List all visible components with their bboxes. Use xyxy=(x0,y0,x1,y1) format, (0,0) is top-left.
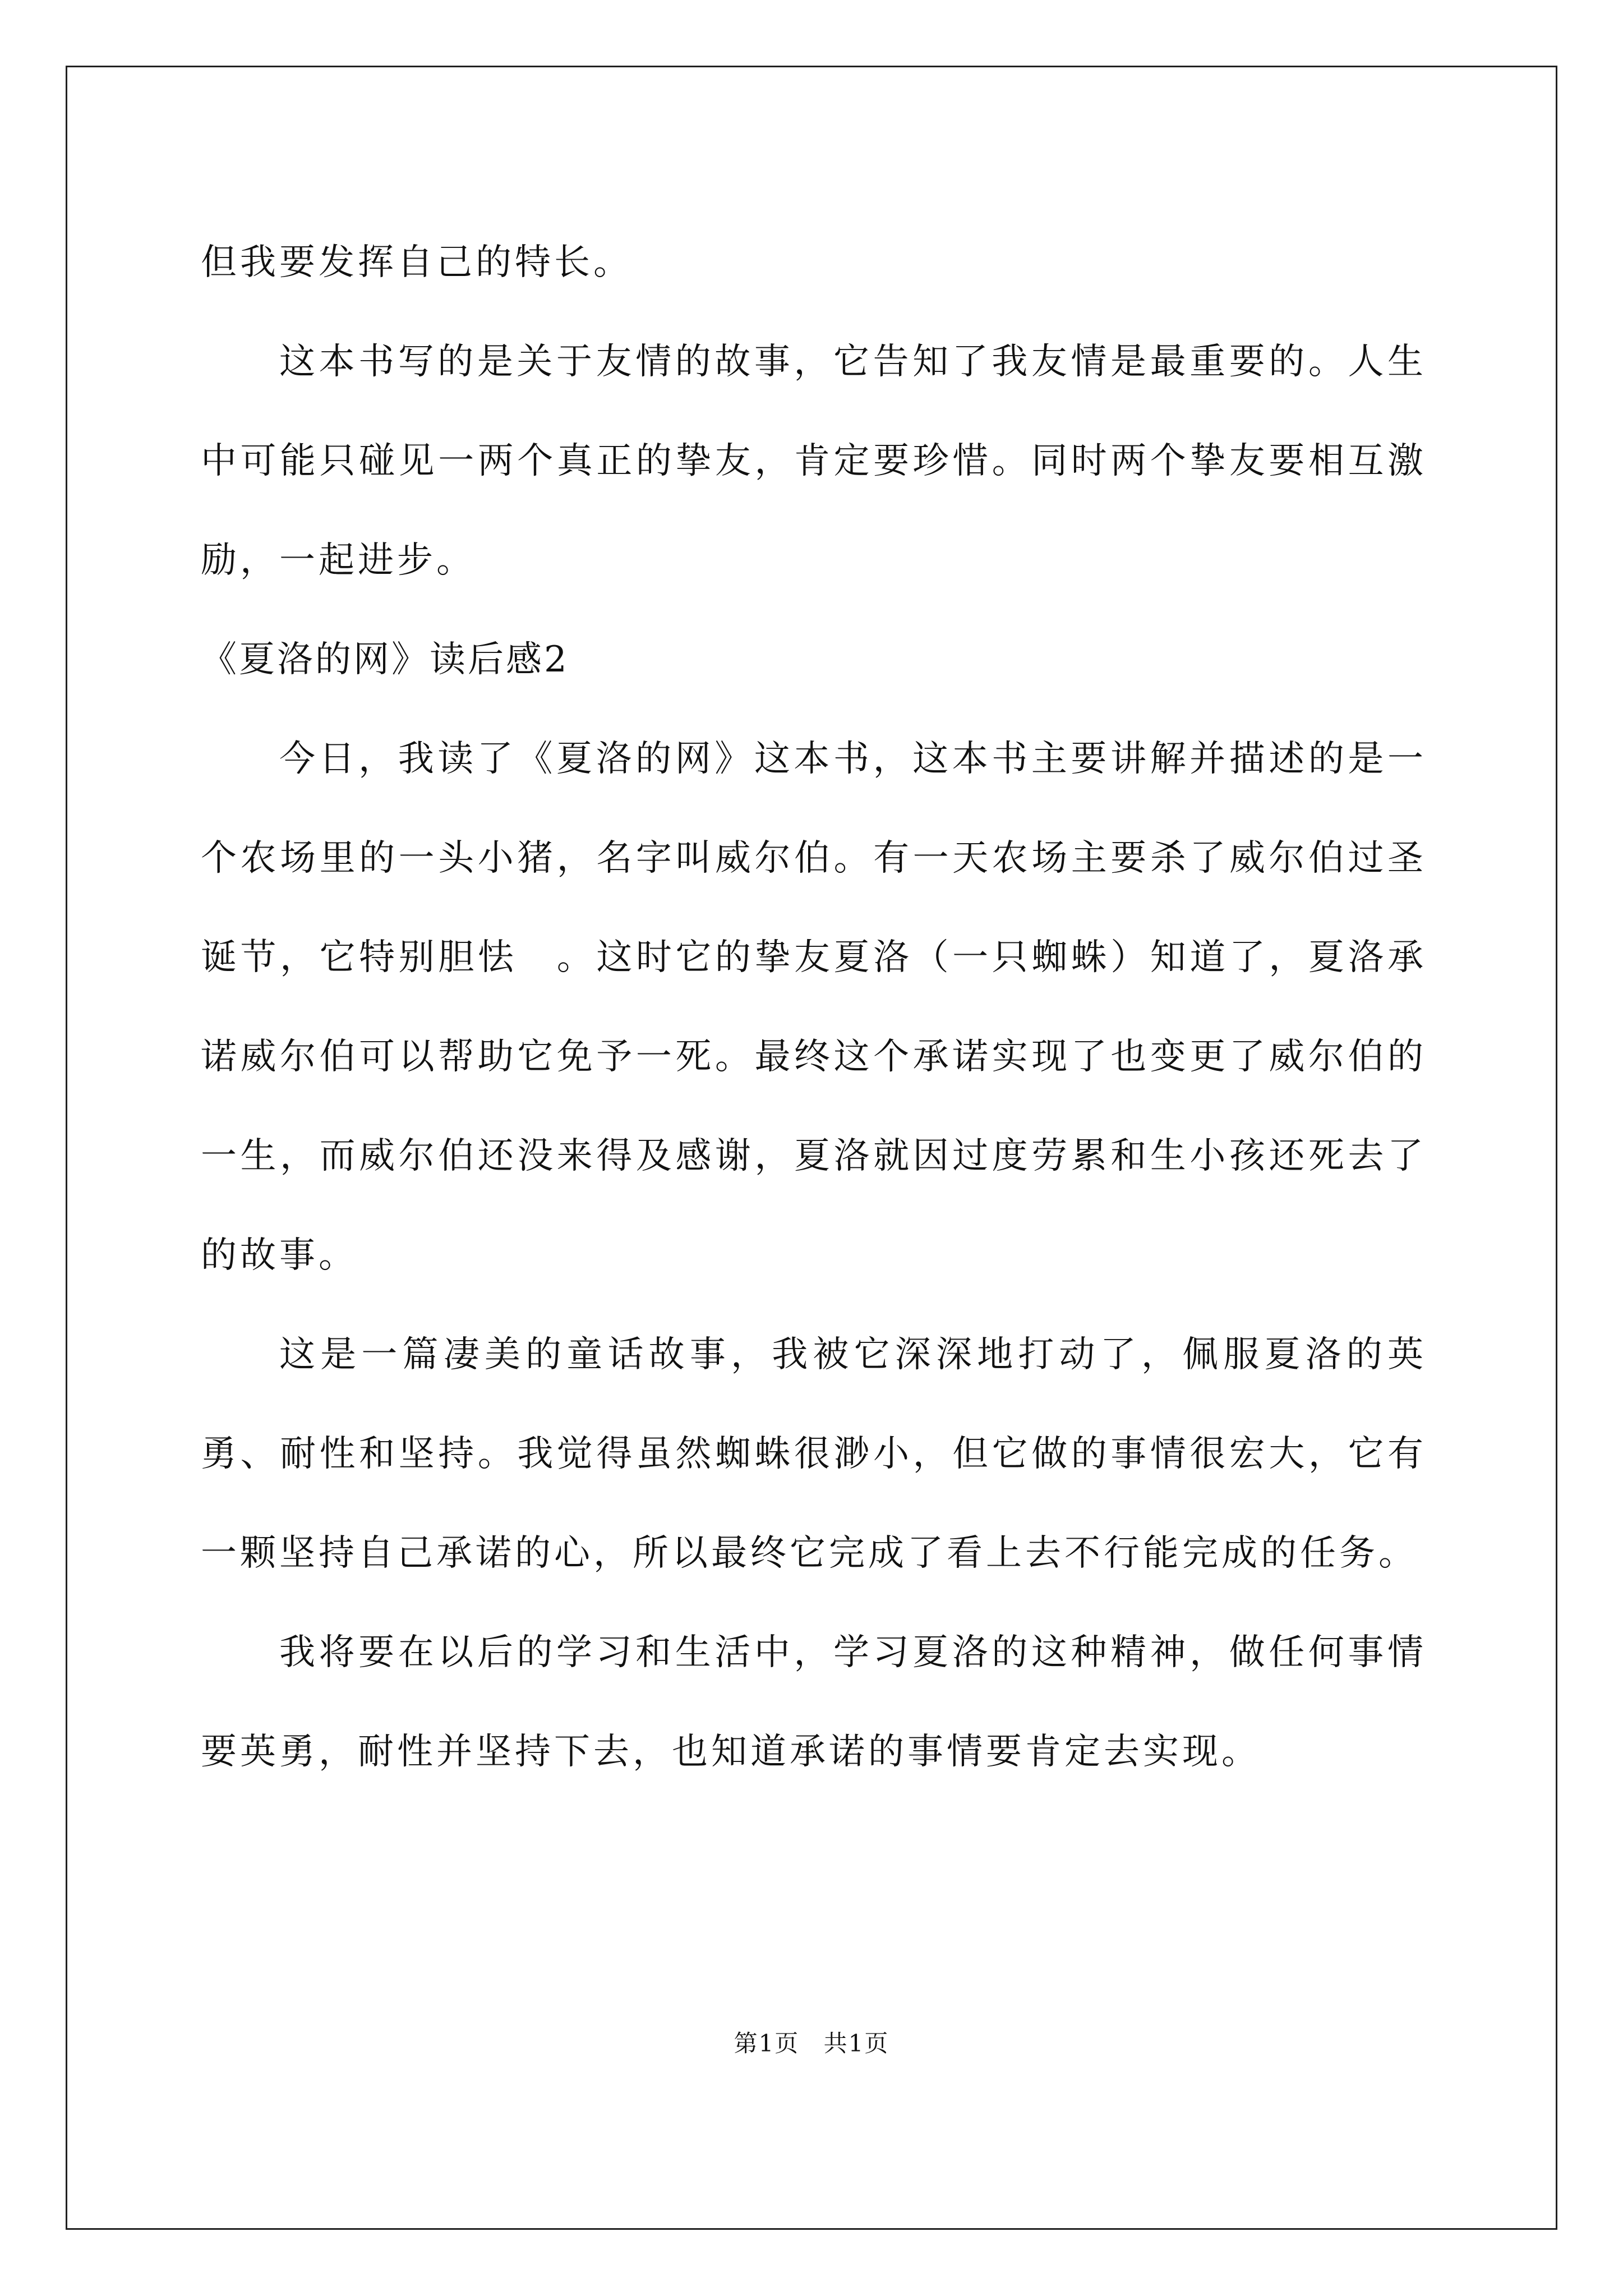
paragraph-continuation: 但我要发挥自己的特长。 xyxy=(201,242,633,283)
page-number: 第1页 xyxy=(734,2030,800,2057)
paragraph-story-summary: 今日，我读了《夏洛的网》这本书，这本书主要讲解并描述的是一个农场里的一头小猪，名字叫威尔伯。有一天农场主要杀了威尔伯过圣诞节，它特别胆怯 。这时它的挚友夏洛（一只蜘蛛）知道了，夏洛承诺威尔伯可以帮助它免予一死。最终这个承诺实现了也变更了威尔伯的一生，而威尔伯还没来得及感谢，夏洛就因过度劳累和生小孩还死去了的故事。 xyxy=(201,738,1427,1276)
paragraph-friendship: 这本书写的是关于友情的故事，它告知了我友情是最重要的。人生中可能只碰见一两个真正的挚友，肯定要珍惜。同时两个挚友要相互激励，一起进步。 xyxy=(201,341,1427,581)
paragraph-conclusion: 我将要在以后的学习和生活中，学习夏洛的这种精神，做任何事情要英勇，耐性并坚持下去，也知道承诺的事情要肯定去实现。 xyxy=(201,1632,1427,1773)
page-total: 共1页 xyxy=(823,2030,889,2057)
paragraph-reflection: 这是一篇凄美的童话故事，我被它深深地打动了，佩服夏洛的英勇、耐性和坚持。我觉得虽然蜘蛛很渺小，但它做的事情很宏大，它有一颗坚持自己承诺的心，所以最终它完成了看上去不行能完成的任务。 xyxy=(201,1334,1427,1574)
section-heading: 《夏洛的网》读后感2 xyxy=(201,639,569,680)
document-body xyxy=(201,213,1427,1802)
page-footer xyxy=(0,2025,1623,2059)
